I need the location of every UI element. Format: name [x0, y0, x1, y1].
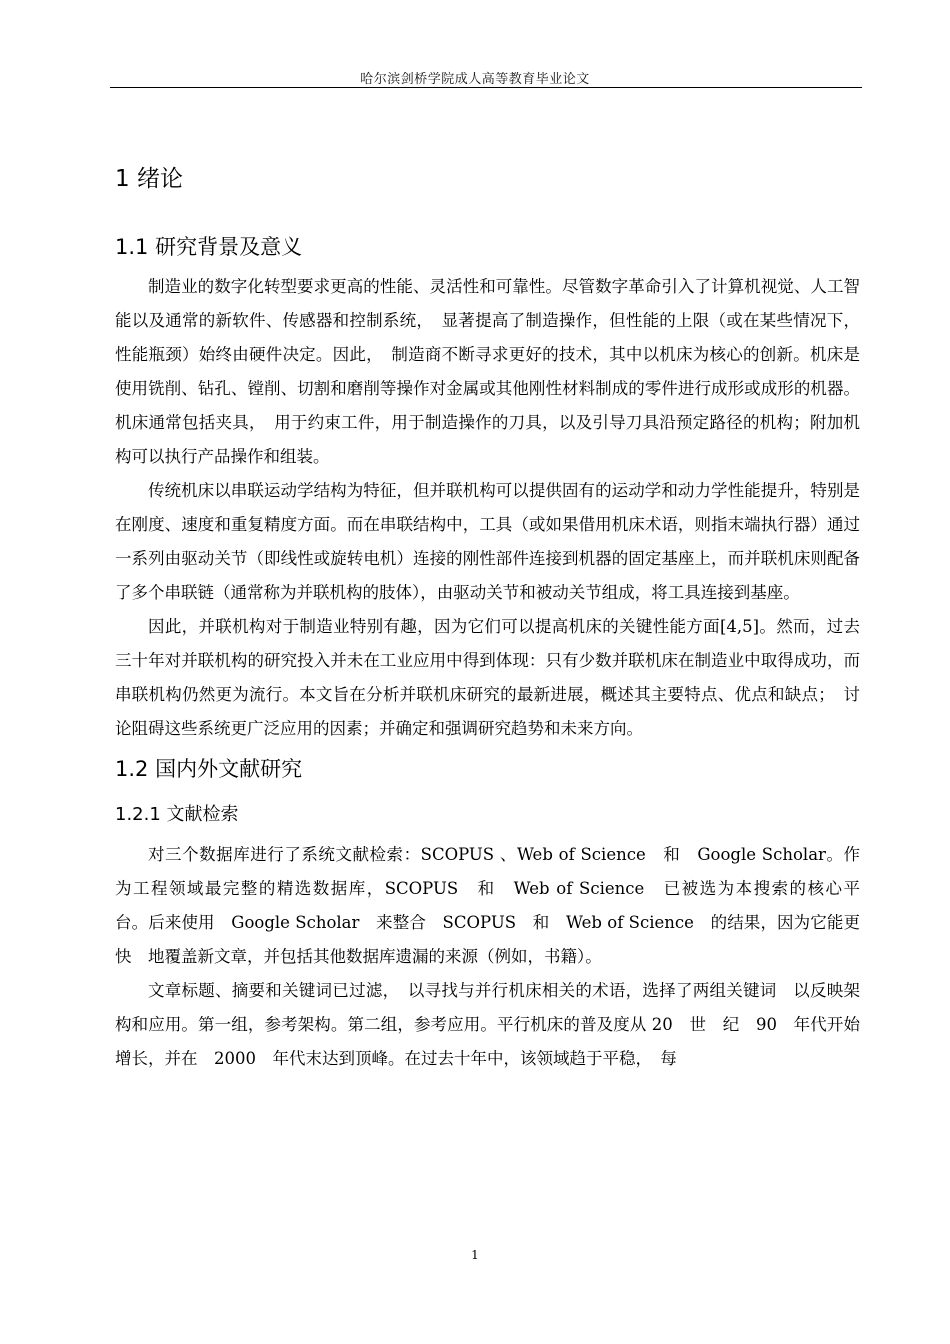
section-1-2-title: 1.2 国内外文献研究	[115, 757, 303, 781]
document-body	[115, 150, 877, 1076]
header-divider	[110, 87, 862, 88]
page-header-title: 哈尔滨剑桥学院成人高等教育毕业论文	[360, 72, 590, 87]
page-number: 1	[471, 1248, 479, 1262]
chapter-title: 1 绪论	[115, 166, 183, 192]
section-1-1-paragraph-2: 传统机床以串联运动学结构为特征，但并联机构可以提供固有的运动学和动力学性能提升，特别是在刚度、速度和重复精度方面。而在串联结构中，工具（或如果借用机床术语，则指末端执行器）通过一系列由驱动关节（即线性或旋转电机）连接的刚性部件连接到机器的固定基座上，而并联机床则配备了多个串联链（通常称为并联机构的肢体），由驱动关节和被动关节组成，将工具连接到基座。	[115, 481, 860, 602]
section-1-2-1-paragraph-1: 对三个数据库进行了系统文献检索：SCOPUS 、Web of Science 和 Google Scholar。作 为工程领域最完整的精选数据库，SCOPUS 和 Web of Science 已被选为本搜索的核心平 台。后来使用 Google Scholar 来整合 SCOPUS 和 Web of Science 的结果，因为它能更快 地覆盖新文章，并包括其他数据库遗漏的来源（例如，书籍）。	[115, 845, 877, 966]
section-1-1-paragraph-3: 因此，并联机构对于制造业特别有趣，因为它们可以提高机床的关键性能方面[4,5]。然而，过去三十年对并联机构的研究投入并未在工业应用中得到体现：只有少数并联机床在制造业中取得成功，而串联机构仍然更为流行。本文旨在分析并联机床研究的最新进展，概述其主要特点、优点和缺点； 讨论阻碍这些系统更广泛应用的因素；并确定和强调研究趋势和未来方向。	[115, 617, 860, 738]
section-1-2-1-title: 1.2.1 文献检索	[115, 804, 239, 825]
section-1-1-title: 1.1 研究背景及意义	[115, 235, 303, 259]
section-1-2-1-paragraph-2: 文章标题、摘要和关键词已过滤， 以寻找与并行机床相关的术语，选择了两组关键词 以反映架构和应用。第一组，参考架构。第二组，参考应用。平行机床的普及度从 20 世 纪 90 年代开始增长，并在 2000 年代末达到顶峰。在过去十年中，该领域趋于平稳， 每	[115, 981, 860, 1068]
section-1-1-paragraph-1: 制造业的数字化转型要求更高的性能、灵活性和可靠性。尽管数字革命引入了计算机视觉、人工智能以及通常的新软件、传感器和控制系统， 显著提高了制造操作，但性能的上限（或在某些情况下，性能瓶颈）始终由硬件决定。因此， 制造商不断寻求更好的技术，其中以机床为核心的创新。机床是使用铣削、钻孔、镗削、切割和磨削等操作对金属或其他刚性材料制成的零件进行成形或成形的机器。机床通常包括夹具， 用于约束工件，用于制造操作的刀具，以及引导刀具沿预定路径的机构；附加机构可以执行产品操作和组装。	[115, 277, 860, 466]
